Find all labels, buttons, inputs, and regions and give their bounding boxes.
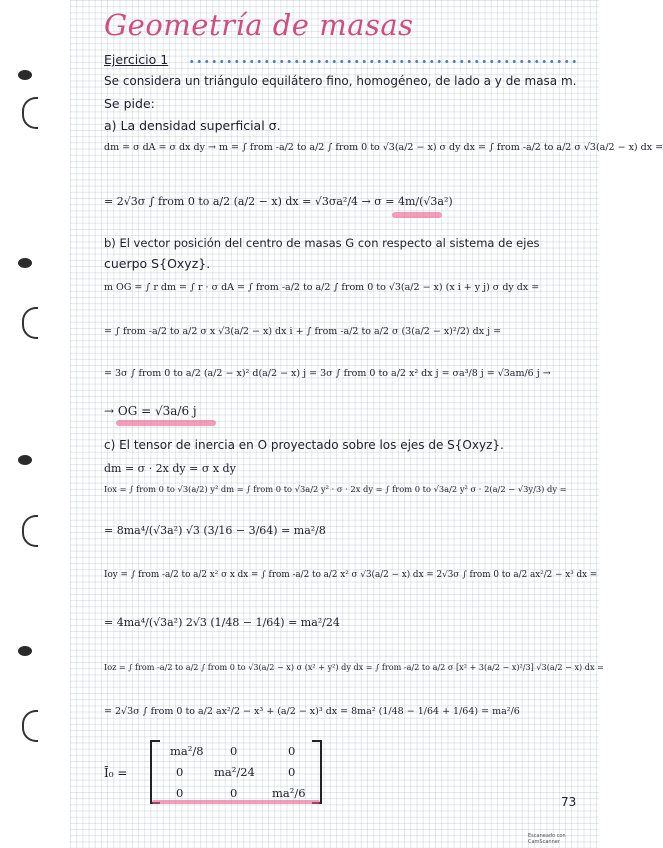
tensor-cell: ma²/6 bbox=[272, 786, 306, 800]
part-c-equation-7: = 2√3σ ∫ from 0 to a/2 ax²/2 − x³ + (a/2 − x)³ dx = 8ma² (1/48 − 1/64 + 1/64) = ma²/6 bbox=[104, 706, 520, 717]
part-c-equation-6: Ioz = ∫ from -a/2 to a/2 ∫ from 0 to √3(a/2 − x) σ (x² + y²) dy dx = ∫ from -a/2 to a/2 σ [x² + 3(a/2 − x)²/3] √3(a/2 − x) dx = bbox=[104, 662, 604, 672]
part-c-heading: c) El tensor de inercia en O proyectado sobre los ejes de S{Oxyz}. bbox=[104, 438, 504, 452]
scanner-footer: Escaneado con CamScanner bbox=[528, 833, 566, 845]
tensor-cell: 0 bbox=[176, 786, 184, 800]
part-b-equation-1: m OG = ∫ r dm = ∫ r · σ dA = ∫ from -a/2 to a/2 ∫ from 0 to √3(a/2 − x) (x i + y j) σ dy dx = bbox=[104, 282, 540, 293]
tensor-cell: 0 bbox=[230, 786, 238, 800]
part-c-equation-1: dm = σ · 2x dy = σ x dy bbox=[104, 462, 236, 475]
binder-hole bbox=[18, 646, 32, 656]
part-c-equation-4: Ioy = ∫ from -a/2 to a/2 x² σ x dx = ∫ from -a/2 to a/2 x² σ √3(a/2 − x) dx = 2√3σ ∫ from 0 to a/2 ax²/2 − x³ dx = bbox=[104, 570, 598, 580]
tensor-cell: ma²/24 bbox=[214, 765, 255, 779]
matrix-right-bracket bbox=[312, 740, 322, 804]
tensor-label: Ī₀ = bbox=[104, 766, 128, 780]
intro-line-2: Se pide: bbox=[104, 96, 155, 111]
part-a-heading: a) La densidad superficial σ. bbox=[104, 118, 281, 133]
matrix-left-bracket bbox=[150, 740, 160, 804]
binder-hole bbox=[18, 258, 32, 268]
part-b-equation-2: = ∫ from -a/2 to a/2 σ x √3(a/2 − x) dx i + ∫ from -a/2 to a/2 σ (3(a/2 − x)²/2) dx j = bbox=[104, 326, 502, 337]
binder-hole bbox=[18, 455, 32, 465]
part-a-equation-2: = 2√3σ ∫ from 0 to a/2 (a/2 − x) dx = √3σa²/4 → σ = 4m/(√3a²) bbox=[104, 195, 453, 208]
part-b-heading: b) El vector posición del centro de masas G con respecto al sistema de ejes bbox=[104, 236, 540, 250]
binder-hole bbox=[18, 70, 32, 80]
tensor-cell: ma²/8 bbox=[170, 744, 204, 758]
part-a-equation-1: dm = σ dA = σ dx dy → m = ∫ from -a/2 to a/2 ∫ from 0 to √3(a/2 − x) σ dy dx = ∫ from -a/2 to a/2 σ √3(a/2 − x) dx = bbox=[104, 142, 663, 153]
part-b-result: → OG = √3a/6 j bbox=[104, 404, 197, 418]
dotted-divider bbox=[188, 60, 576, 63]
part-c-equation-5: = 4ma⁴/(√3a²) 2√3 (1/48 − 1/64) = ma²/24 bbox=[104, 616, 340, 629]
intro-line-1: Se considera un triángulo equilátero fino, homogéneo, de lado a y de masa m. bbox=[104, 74, 577, 88]
page-title: Geometría de masas bbox=[104, 8, 414, 42]
exercise-label: Ejercicio 1 bbox=[104, 52, 169, 67]
result-highlight bbox=[152, 800, 320, 804]
page-number: 73 bbox=[561, 795, 577, 809]
part-c-equation-2: Iox = ∫ from 0 to √3(a/2) y² dm = ∫ from 0 to √3a/2 y² · σ · 2x dy = ∫ from 0 to √3a/2 y² σ · 2(a/2 − √3y/3) dy = bbox=[104, 484, 567, 494]
part-c-equation-3: = 8ma⁴/(√3a²) √3 (3/16 − 3/64) = ma²/8 bbox=[104, 524, 326, 537]
tensor-cell: 0 bbox=[176, 765, 184, 779]
tensor-cell: 0 bbox=[230, 744, 238, 758]
result-highlight bbox=[116, 420, 216, 426]
part-b-equation-3: = 3σ ∫ from 0 to a/2 (a/2 − x)² d(a/2 − x) j = 3σ ∫ from 0 to a/2 x² dx j = σa³/8 j = √3am/6 j → bbox=[104, 368, 551, 379]
part-b-heading-2: cuerpo S{Oxyz}. bbox=[104, 256, 211, 271]
tensor-cell: 0 bbox=[288, 744, 296, 758]
tensor-cell: 0 bbox=[288, 765, 296, 779]
result-highlight bbox=[392, 212, 442, 218]
